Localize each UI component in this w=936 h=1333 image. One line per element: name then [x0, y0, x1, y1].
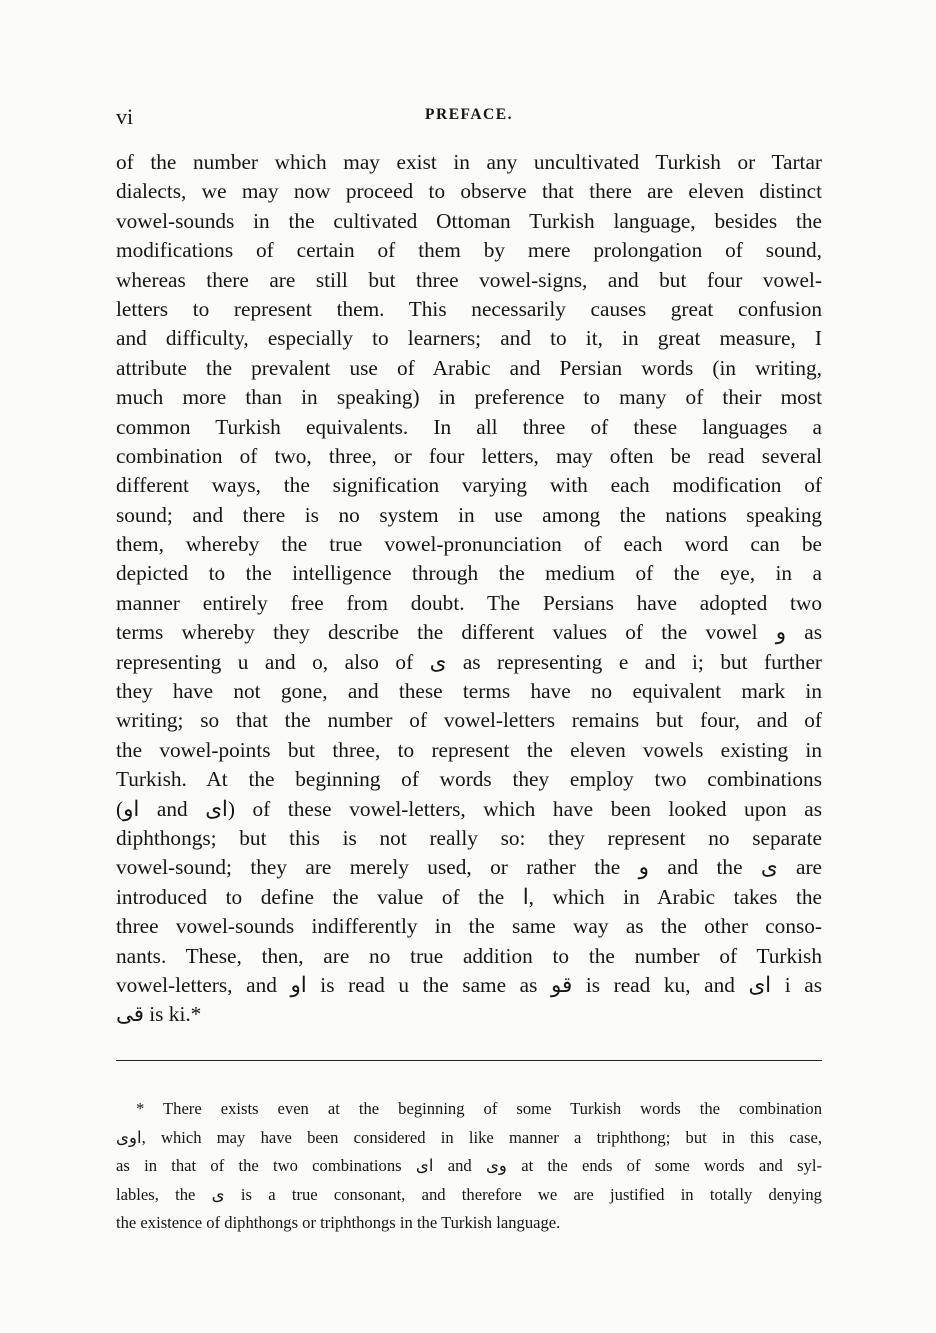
text-line: writing; so that the number of vowel-letters remains but four, and of [116, 708, 822, 733]
text-line: of the number which may exist in any uncultivated Turkish or Tartar [116, 150, 822, 174]
text-line: common Turkish equivalents. In all three of these languages a [116, 414, 822, 439]
footnote-divider [116, 1060, 822, 1061]
text-line: terms whereby they describe the different values of the vowel و as [116, 620, 822, 645]
body-paragraph [116, 148, 822, 1030]
text-line: much more than in speaking) in preference to many of their most [116, 385, 822, 410]
text-line: sound; and there is no system in use among the nations speaking [116, 502, 822, 527]
text-line: the vowel-points but three, to represent the eleven vowels existing in [116, 737, 822, 762]
footnote-line: * There exists even at the beginning of some Turkish words the combination [136, 1099, 822, 1118]
footnote-line: the existence of diphthongs or triphthongs in the Turkish language. [116, 1213, 561, 1233]
text-line: قى is ki.* [116, 1002, 202, 1027]
footnote-line: lables, the ى is a true consonant, and therefore we are justified in totally denying [116, 1184, 822, 1204]
footnote-line: اوى, which may have been considered in like manner a triphthong; but in this case, [116, 1127, 822, 1147]
running-head: PREFACE. [425, 106, 513, 123]
page-header [116, 100, 822, 130]
text-line: combination of two, three, or four letters, may often be read several [116, 443, 822, 468]
footnote-line: as in that of the two combinations اى and وى at the ends of some words and syl- [116, 1156, 822, 1176]
text-line: dialects, we may now proceed to observe that there are eleven distinct [116, 179, 822, 204]
text-line: whereas there are still but three vowel-signs, and but four vowel- [116, 267, 822, 292]
text-line: vowel-sound; they are merely used, or rather the و and the ى are [116, 855, 822, 880]
text-line: nants. These, then, are no true addition to the number of Turkish [116, 943, 822, 968]
text-line: introduced to define the value of the ا, which in Arabic takes the [116, 884, 823, 909]
text-line: Turkish. At the beginning of words they employ two combinations [116, 767, 822, 792]
footnote [116, 1095, 822, 1238]
text-line: attribute the prevalent use of Arabic and Persian words (in writing, [116, 355, 822, 380]
text-line: representing u and o, also of ى as representing e and i; but further [116, 649, 822, 674]
text-line: letters to represent them. This necessarily causes great confusion [116, 296, 822, 321]
text-line: them, whereby the true vowel-pronunciation of each word can be [116, 532, 822, 557]
text-line: vowel-sounds in the cultivated Ottoman Turkish language, besides the [116, 208, 822, 233]
text-line: modifications of certain of them by mere prolongation of sound, [116, 238, 822, 263]
text-line: manner entirely free from doubt. The Persians have adopted two [116, 590, 822, 615]
text-line: they have not gone, and these terms have no equivalent mark in [116, 679, 822, 704]
text-line: different ways, the signification varying with each modification of [116, 473, 822, 498]
text-line: vowel-letters, and او is read u the same as قو is read ku, and اى i as [116, 972, 822, 997]
page-number: vi [116, 104, 134, 129]
text-line: and difficulty, especially to learners; and to it, in great measure, I [116, 326, 822, 351]
text-line: (او and اى) of these vowel-letters, which have been looked upon as [116, 796, 822, 821]
text-line: depicted to the intelligence through the medium of the eye, in a [116, 561, 822, 586]
text-line: three vowel-sounds indifferently in the same way as the other conso- [116, 914, 822, 939]
text-line: diphthongs; but this is not really so: they represent no separate [116, 825, 822, 850]
